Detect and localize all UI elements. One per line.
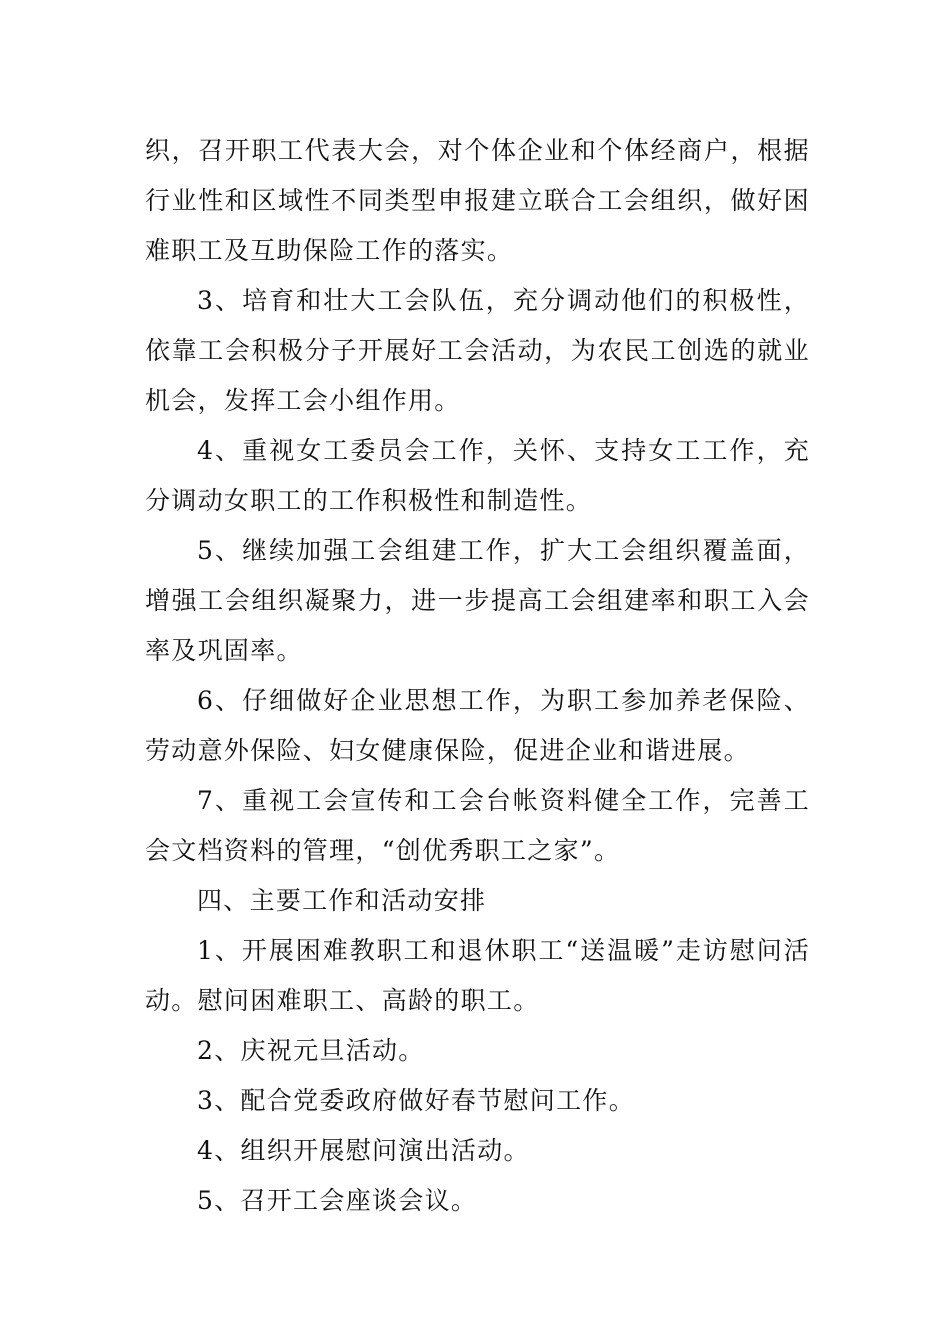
activity-item-1: 1、开展困难教职工和退休职工“送温暖”走访慰问活动。慰问困难职工、高龄的职工。 <box>145 936 810 1015</box>
activity-item-2: 2、庆祝元旦活动。 <box>197 1036 425 1065</box>
paragraph-item-6: 6、仔细做好企业思想工作，为职工参加养老保险、劳动意外保险、妇女健康保险，促进企业和谐进展。 <box>145 686 810 765</box>
section-heading: 四、主要工作和活动安排 <box>197 886 487 915</box>
activity-item-3: 3、配合党委政府做好春节慰问工作。 <box>197 1086 636 1115</box>
activity-item-5: 5、召开工会座谈会议。 <box>197 1186 478 1215</box>
paragraph-item-4: 4、重视女工委员会工作，关怀、支持女工工作，充分调动女职工的工作积极性和制造性。 <box>145 436 810 515</box>
paragraph-item-3: 3、培育和壮大工会队伍，充分调动他们的积极性，依靠工会积极分子开展好工会活动，为农民工创选的就业机会，发挥工会小组作用。 <box>145 286 810 415</box>
activity-item-4: 4、组织开展慰问演出活动。 <box>197 1136 530 1165</box>
paragraph-item-5: 5、继续加强工会组建工作，扩大工会组织覆盖面，增强工会组织凝聚力，进一步提高工会组建率和职工入会率及巩固率。 <box>145 536 810 665</box>
paragraph-item-7: 7、重视工会宣传和工会台帐资料健全工作，完善工会文档资料的管理，“创优秀职工之家”。 <box>145 786 810 865</box>
paragraph-continuation: 织，召开职工代表大会，对个体企业和个体经商户，根据行业性和区域性不同类型申报建立联合工会组织，做好困难职工及互助保险工作的落实。 <box>145 136 810 265</box>
